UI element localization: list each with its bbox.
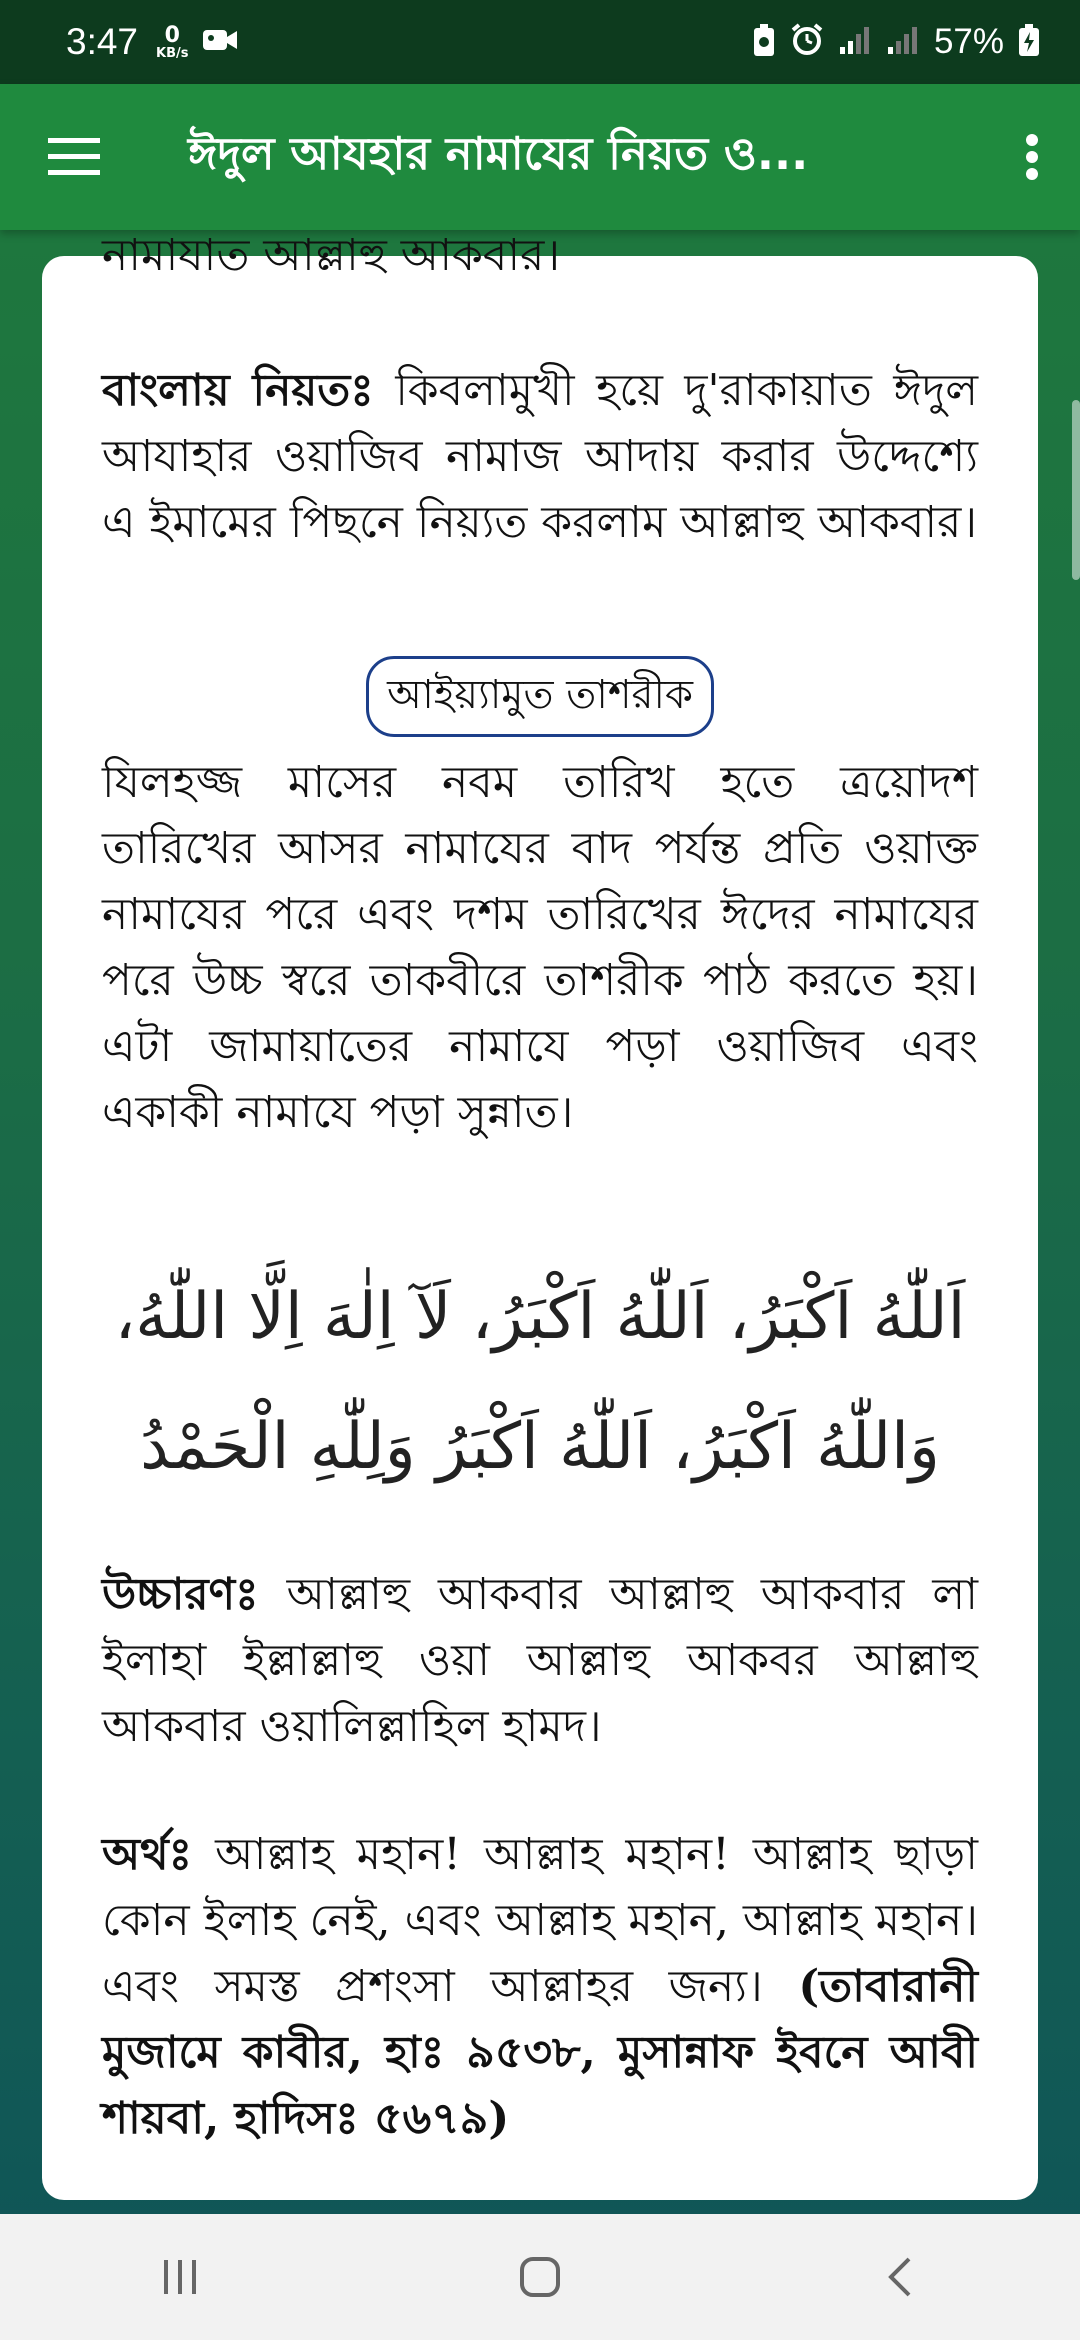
bangla-niyat-label: বাংলায় নিয়তঃ: [102, 365, 374, 416]
system-nav-bar: [0, 2214, 1080, 2340]
battery-charging-icon: [1018, 23, 1040, 61]
signal-icon-2: [886, 25, 920, 59]
recent-apps-button[interactable]: [120, 2217, 240, 2337]
more-vertical-icon: [1025, 134, 1039, 180]
meaning-paragraph: [102, 1822, 978, 2152]
pronunciation-text: আল্লাহু আকবার আল্লাহু আকবার লা ইলাহা ইল্লাল্লাহু ওয়া আল্লাহু আকবর আল্লাহু আকবার ওয়ালিল্লাহিল হামদ।: [102, 1569, 978, 1752]
tashriq-paragraph: যিলহজ্জ মাসের নবম তারিখ হতে ত্রয়োদশ তারিখের আসর নামাযের বাদ পর্যন্ত প্রতি ওয়াক্ত নামাযের পরে এবং দশম তারিখের ঈদের নামাযের পরে উচ্চ স্বরে তাকবীরে তাশরীক পাঠ করতে হয়। এটা জামায়াতের নামাযে পড়া ওয়াজিব এবং একাকী নামাযে পড়া সুন্নাত।: [102, 757, 978, 1138]
status-bar: [0, 0, 1080, 84]
app-bar: [0, 84, 1080, 230]
pronunciation-label: উচ্চারণঃ: [102, 1569, 259, 1620]
pronunciation-paragraph: [102, 1562, 978, 1760]
scrollbar[interactable]: [1072, 400, 1080, 580]
arabic-takbir-line-1: اَللّٰهُ اَكْبَرُ، اَللّٰهُ اَكْبَرُ، لَآ اِلٰهَ اِلَّا اللّٰهُ،: [114, 1280, 966, 1354]
back-chevron-icon: [885, 2255, 915, 2299]
page-title: ঈদুল আযহার নামাযের নিয়ত ও...: [188, 126, 809, 180]
home-button[interactable]: [480, 2217, 600, 2337]
overflow-menu-button[interactable]: [984, 84, 1080, 230]
arabic-takbir-line-2: وَاللّٰهُ اَكْبَرُ، اَللّٰهُ اَكْبَرُ وَلِلّٰهِ الْحَمْدُ: [140, 1410, 940, 1484]
bangla-niyat-paragraph: [102, 358, 978, 556]
section-badge-row: [102, 656, 978, 737]
bangla-niyat-text: কিবলামুখী হয়ে দু'রাকায়াত ঈদুল আযাহার ওয়াজিব নামাজ আদায় করার উদ্দেশ্যে এ ইমামের পিছনে নিয়্যত করলাম আল্লাহু আকবার।: [102, 365, 978, 548]
status-time: 3:47: [66, 21, 139, 62]
battery-percent: 57%: [933, 22, 1004, 61]
status-left: [66, 21, 238, 63]
content-card[interactable]: [42, 230, 1038, 2200]
video-camera-icon: [202, 26, 238, 58]
reference-text: (তাবারানী মুজামে কাবীর, হাঃ ৯৫৩৮, মুসান্নাফ ইবনে আবী শায়বা, হাদিসঃ ৫৬৭৯): [102, 1961, 978, 2144]
net-speed: [156, 22, 189, 61]
meaning-text: আল্লাহ মহান! আল্লাহ মহান! আল্লাহ ছাড়া কোন ইলাহ নেই, এবং আল্লাহ মহান, আল্লাহ মহান। এবং সমস্ত প্রশংসা আল্লাহর জন্য।: [102, 1829, 978, 2012]
meaning-label: অর্থঃ: [102, 1829, 193, 1880]
status-right: [752, 22, 1040, 62]
battery-saver-icon: [752, 23, 776, 61]
net-speed-value: 0: [164, 22, 180, 48]
alarm-icon: [790, 23, 824, 61]
hamburger-menu-icon: [48, 138, 100, 176]
signal-icon-1: [838, 25, 872, 59]
hamburger-menu-button[interactable]: [0, 84, 148, 230]
net-speed-unit: KB/s: [156, 45, 189, 61]
back-button[interactable]: [840, 2217, 960, 2337]
section-badge: আইয়্যামুত তাশরীক: [366, 656, 714, 737]
home-icon: [518, 2255, 562, 2299]
clipped-previous-line: নামাযাত আল্লাহু আকবার।: [102, 230, 561, 281]
recent-apps-icon: [160, 2257, 200, 2297]
